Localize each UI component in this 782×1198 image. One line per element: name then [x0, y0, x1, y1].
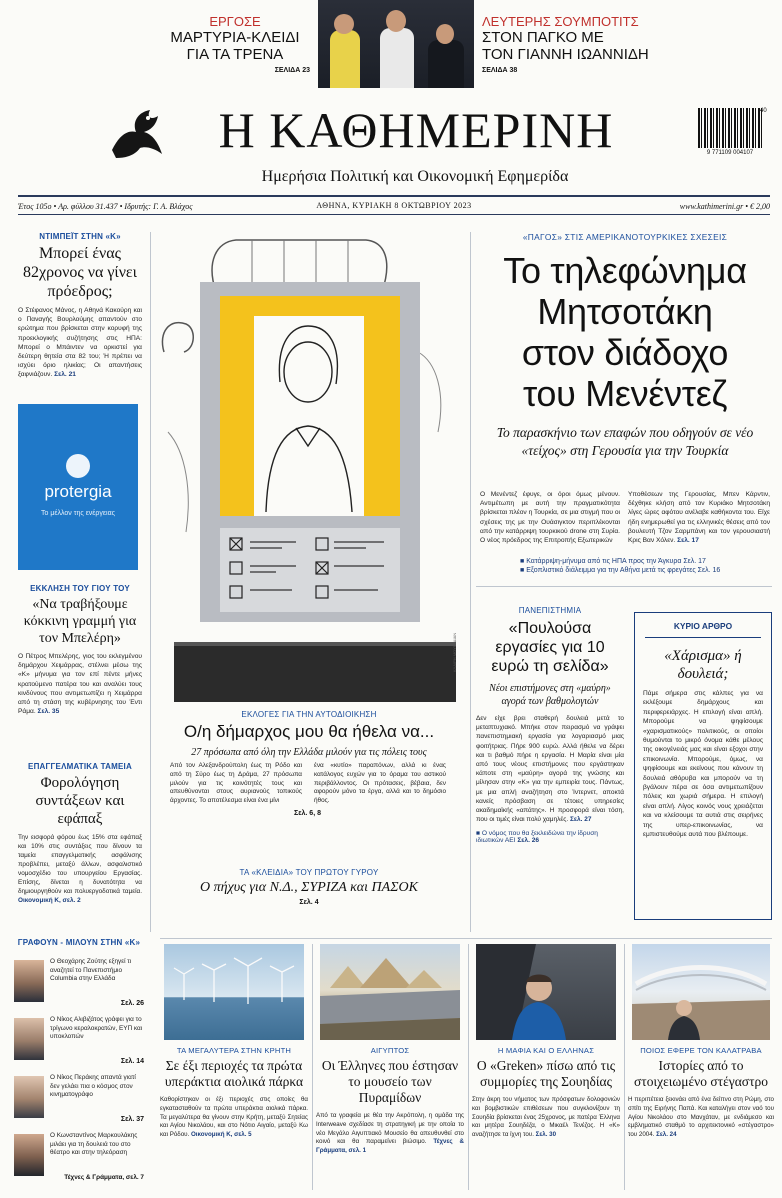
masthead-subtitle: Ημερήσια Πολιτική και Οικονομική Εφημερίδα [261, 168, 569, 185]
teaser-right-line1: ΣΤΟΝ ΠΑΓΚΟ ΜΕ [482, 29, 604, 46]
teaser-left-page: ΣΕΛΙΔΑ 23 [274, 67, 310, 74]
lead-body-right: Υποθέσεων της Γερουσίας, Μπεν Κάρντιν, δέχθηκε κλήση από τον Κυριάκο Μητσοτάκη λίγες ώρες αφότου ανέλαβε καθήκοντα του. Είχε ήδη ενημερωθεί για τις ελληνικές θέσεις από τον βουλευτή Τζον Σαρμπάνη και τον γερουσιαστή Κρις Βαν Χόλεν. Σελ. 17 [628, 491, 770, 545]
writers-section [14, 938, 144, 947]
writer-page: Σελ. 14 [120, 1058, 144, 1065]
article-lead[interactable] [476, 232, 774, 460]
beleris-body: Ο Πέτρος Μπελέρης, γιος του εκλεγμένου δημάρχου Χειμάρρας, στέλνει μέσω της «Κ» μήνυμα για τον επί πέντε μήνες κρατούμενο πατέρα του και αναλύει τους κινδύνους που αντιμετωπίζει η Χειμάρρα από τη στάση της κυβέρνησης του Έντι Ράμα. Σελ. 35 [18, 653, 142, 716]
article-first-round[interactable] [156, 868, 462, 906]
wind-farm-photo [164, 944, 304, 1040]
lead-bullets [520, 558, 770, 574]
info-date: ΑΘΗΝΑ, ΚΥΡΙΑΚΗ 8 ΟΚΤΩΒΡΙΟΥ 2023 [316, 201, 472, 210]
debate-body: Ο Στέφανος Μάνος, η Αθηνά Κακούρη και ο Παναγής Βουρλούμης απαντούν στο ερώτημα που βρίσκεται στην κορυφή της προεκλογικής συζήτησης στις ΗΠΑ: Μπορεί ο Μπάιντεν να ορκιστεί για δεύτερη θητεία στα 82 του; Ή πρέπει να ισχύει όριο ηλικίας; Οι απαντήσεις ξαφνιάζουν. Σελ. 21 [18, 307, 142, 379]
univ-deck: Νέοι επιστήμονες στη «μαύρη» αγορά των βαθμολογιών [489, 683, 611, 707]
ballot-illustration [156, 232, 462, 702]
teaser-right[interactable] [482, 14, 658, 74]
info-right: www.kathimerini.gr • € 2,00 [679, 202, 770, 211]
editorial-box[interactable] [634, 612, 772, 920]
mayors-body-right: ένα «κυτίο» παραπόνων, αλλά κι ένας κατάλογος ευχών για το όραμα του αστικού περιβάλλοντος. Οι πρότασεις, βέβαια, δεν αφορούν μόνο τα έργα, αλλά και το δημόσιο ήθος. [314, 762, 446, 805]
protergia-tagline: Το μέλλον της ενέργειας [40, 510, 116, 517]
lead-bullet[interactable]: ■ Κατάρριψη-μήνυμα από τις ΗΠΑ προς την Άγκυρα Σελ. 17 [520, 558, 706, 565]
teaser-right-kicker: ΛΕΥΤΕΡΗΣ ΣΟΥΜΠΟΤΙΤΣ [482, 14, 639, 29]
writer-item[interactable] [14, 956, 144, 1010]
greken-photo [476, 944, 616, 1040]
lead-title-line: του Μενέντεζ [522, 373, 728, 414]
mayors-kicker: ΕΚΛΟΓΕΣ ΓΙΑ ΤΗΝ ΑΥΤΟΔΙΟΙΚΗΣΗ [241, 710, 377, 719]
lead-title-line: Το τηλεφώνημα [503, 250, 747, 291]
teaser-left[interactable] [160, 14, 310, 74]
debate-kicker: ΝΤΙΜΠΕΪΤ ΣΤΗΝ «Κ» [39, 232, 121, 241]
masthead-title: Η ΚΑΘΗΜΕΡΙΝΗ [218, 102, 614, 158]
univ-title: «Πουλούσα εργασίες για 10 ευρώ τη σελίδα» [491, 620, 609, 675]
barcode-issue: 40 [760, 108, 767, 114]
pyramids-museum-photo [320, 944, 460, 1040]
beleris-kicker: ΕΚΚΛΗΣΗ ΤΟΥ ΓΙΟΥ ΤΟΥ [30, 584, 130, 593]
univ-body: Δεν είχε βρει σταθερή δουλειά μετά το μεταπτυχιακό. Μπήκε στον πειρασμό να γράψει πανεπιστημιακή εργασία για λογαριασμό μιας φοιτήτριας. Πήρε 900 ευρώ. Αλλά ήθελε να δέρει και τι βαθμό πήρε η εργασία. Η Μαρία είναι μία από τους νέους επιστήμονες που εργάστηκαν κάποτε στη «μαύρη» αγορά της γνώσης και μίλησαν στην «Κ» για την εμπειρία τους. Πάντως, με μια απλή αναζήτηση στο Ίντερνετ, αποκτά κανείς πρόσβαση σε τέτοιες υπηρεσίες ακαδημαϊκής «απάτης». Η προσφορά είναι τόση, που οι τιμές είναι πολύ χαμηλές. Σελ. 27 [476, 715, 624, 824]
debate-title: Μπορεί ένας 82χρονος να γίνει πρόεδρος; [23, 245, 137, 300]
lead-body-left: Ο Μενέντεζ έφυγε, οι όροι όμως μένουν. Αντιμέτωπη με αυτή την πραγματικότητα βρίσκεται πλέον η Τουρκία, σε μια στιγμή που οι σχέσεις της με την Ουάσιγκτον περιπλέκονται από την κατάρριψη τουρκικού drone στη Συρία. Ο νέος πρόεδρος της Επιτροπής Εξωτερικών [480, 491, 620, 545]
greken-kicker: Η ΜΑΦΙΑ ΚΑΙ Ο ΕΛΛΗΝΑΣ [497, 1046, 595, 1055]
mayors-page: Σελ. 6, 8 [294, 810, 321, 817]
first-round-page: Σελ. 4 [299, 899, 319, 906]
barcode-number: 9 771109 004107 [706, 150, 754, 156]
article-pensions[interactable] [18, 762, 142, 905]
calatrava-kicker: ΠΟΙΟΣ ΕΦΕΡΕ ΤΟΝ ΚΑΛΑΤΡΑΒΑ [640, 1046, 762, 1055]
greken-body: Στην άκρη του νήματος των πρόσφατων δολοφονιών και βομβιστικών επιθέσεων που συγκλονίζουν τη Σουηδία βρίσκεται ένας 25χρονος, με πατέρα Έλληνα και μητέρα Σουηδέζα, ο Μικαέλ Τενέζος. Η «Κ» αναζήτησε τα ίχνη του. Σελ. 30 [472, 1096, 620, 1139]
writers-header: ΓΡΑΦΟΥΝ - ΜΙΛΟΥΝ ΣΤΗΝ «Κ» [17, 938, 141, 947]
teaser-right-page: ΣΕΛΙΔΑ 38 [482, 67, 518, 74]
pensions-title: Φορολόγηση συντάξεων και εφάπαξ [35, 775, 125, 827]
article-university[interactable] [476, 606, 624, 844]
calatrava-body: Η περιπέτεια ξεκινάει από ένα δείπνο στη Ρώμη, στο σπίτι της Ειρήνης Παπά. Και καταλήγει στον ναό του Αγίου Νικολάου στο Μανχάταν, με ενδιάμεσο και εμβληματικό σταθμό το αρχιτεκτονικό «στέγαστρο» του 2004. Σελ. 24 [628, 1096, 774, 1139]
editorial-kicker: ΚΥΡΙΟ ΑΡΘΡΟ [673, 621, 733, 631]
article-calatrava[interactable] [628, 1046, 774, 1140]
museum-title: Οι Έλληνες που έστησαν το μουσείο των Πυραμίδων [321, 1058, 459, 1105]
writer-photo [14, 960, 44, 1002]
museum-kicker: ΑΙΓΥΠΤΟΣ [370, 1046, 410, 1055]
article-greken[interactable] [472, 1046, 620, 1140]
writer-photo [14, 1134, 44, 1176]
lead-title [476, 250, 774, 414]
lead-title-line: στον διάδοχο [521, 332, 729, 373]
writer-text: Ο Νίκος Περάκης απαντά γιατί δεν γελάει πια ο κόσμος στον κινηματογράφο [50, 1074, 136, 1099]
article-beleris[interactable] [18, 584, 142, 716]
protergia-ad[interactable] [18, 404, 138, 570]
protergia-logo-icon [66, 454, 90, 478]
article-debate[interactable] [18, 232, 142, 380]
wind-kicker: ΤΑ ΜΕΓΑΛΥΤΕΡΑ ΣΤΗΝ ΚΡΗΤΗ [176, 1046, 292, 1055]
editorial-body: Πάμε σήμερα στις κάλπες για να εκλέξουμε δημάρχους και περιφερειάρχες. Η επιλογή είναι απλή. Μπορούμε να ψηφίσουμε «χαρισματικούς» πολιτικούς, οι οποίοι θυμούνται το μικρό όνομα κάθε μέλους της οικογένειάς μας και είναι εξοχοι στην επικοινωνία. Μπορούμε, όμως, να ψηφίσουμε και εκείνους που κάνουν τη δουλειά αθόρυβα και μπορούν να τη βγάλουν πέρα σε όσα αντιμετωπίζουν πόλεις και χωριά σήμερα. Η επιλογή είναι απλή. Λίγος κοινός νους χρειάζεται και να κλείσουμε τα αυτιά στις σειρήνες της υπερ-επικοινωνίας, να εμπιστευθούμε αυτά που βλέπουμε. [643, 690, 763, 839]
univ-kicker: ΠΑΝΕΠΙΣΤΗΜΙΑ [518, 606, 582, 615]
beleris-title: «Να τραβήξουμε κόκκινη γραμμή για τον Μπελέρη» [23, 597, 137, 646]
teaser-left-kicker: ΕΡΓΟΣΕ [209, 14, 261, 29]
protergia-brand: protergia [44, 482, 112, 501]
info-strip [18, 199, 770, 213]
article-wind[interactable] [160, 1046, 308, 1140]
writer-photo [14, 1018, 44, 1060]
writer-text: Ο Κωνσταντίνος Μαρκουλάκης μιλάει για τη δουλειά του στο θέατρο και στην τηλεόραση [50, 1132, 138, 1157]
writer-photo [14, 1076, 44, 1118]
teaser-left-line1: ΜΑΡΤΥΡΙΑ-ΚΛΕΙΔΙ [170, 29, 300, 46]
teaser-left-line2: ΓΙΑ ΤΑ ΤΡΕΝΑ [186, 46, 284, 63]
mayors-subtitle: 27 πρόσωπα από όλη την Ελλάδα μιλούν για τις πόλεις τους [191, 747, 427, 758]
writer-page: Τέχνες & Γράμματα, σελ. 7 [64, 1174, 144, 1181]
calatrava-photo [632, 944, 770, 1040]
calatrava-title: Ιστορίες από το στοιχειωμένο στέγαστρο [634, 1058, 768, 1089]
lead-title-line: Μητσοτάκη [537, 291, 713, 332]
lead-deck: Το παρασκήνιο των επαφών που οδηγούν σε νέο «τείχος» στη Γερουσία για την Τουρκία [496, 425, 754, 458]
article-museum[interactable] [316, 1046, 464, 1156]
info-left: Έτος 105ο • Αρ. φύλλου 31.437 • Ιδρυτής: Γ. Α. Βλάχος [18, 202, 193, 211]
barcode-icon [698, 108, 762, 148]
pensions-body: Την εισφορά φόρου έως 15% στα εφάπαξ και 10% στις συντάξεις που δίνουν τα ταμεία επαγγελματικής ασφάλισης προβλέπει, μεταξύ άλλων, ασφαλιστικό νομοσχέδιο του υπουργείου Εργασίας. Επίσης, δίνεται η δυνατότητα να δημιουργηθούν και πολυεργοδοτικά ταμεία. Οικονομική Κ, σελ. 2 [18, 834, 142, 904]
writer-page: Σελ. 26 [120, 1000, 144, 1007]
writer-page: Σελ. 37 [120, 1116, 144, 1123]
writer-item[interactable] [14, 1130, 144, 1186]
lead-bullet[interactable]: ■ Εξοπλιστικό διάλειμμα για την Αθήνα μετά τις φρεγάτες Σελ. 16 [520, 567, 721, 574]
greken-title: Ο «Greken» πίσω από τις συμμορίες της Σουηδίας [476, 1058, 616, 1089]
first-round-title: Ο πήχυς για Ν.Δ., ΣΥΡΙΖΑ και ΠΑΣΟΚ [200, 880, 418, 895]
article-mayors[interactable] [156, 710, 462, 817]
griffin-logo-icon [106, 104, 170, 164]
illustration-credit: ΚΛΑΙΡΗ ΜΟΥΡΑΔΙΑΝ [452, 632, 457, 672]
writer-item[interactable] [14, 1072, 144, 1126]
first-round-kicker: ΤΑ «ΚΛΕΙΔΙΑ» ΤΟΥ ΠΡΩΤΟΥ ΓΥΡΟΥ [239, 868, 379, 877]
mayors-body-left: Από τον Αλεξανδρούπολη έως τη Ρόδο και από τη Σύρο έως τη Δράμα, 27 πρόσωπα μιλούν για τις κοινότητές τους και απευθύνονται στους αυριανούς τοπικούς άρχοντες. Το αποτέλεσμα είναι ένα μίνι [170, 762, 302, 805]
editorial-title: «Χάρισμα» ή δουλειά; [664, 648, 742, 682]
writer-text: Ο Νίκος Αλιβιζάτος γράφει για το τρίγωνο κεραλοκρατών, ΕΥΠ και υποκλοπών [50, 1016, 143, 1041]
wind-body: Καθορίστηκαν οι έξι περιοχές στις οποίες θα εγκατασταθούν τα πρώτα υπεράκτια αιολικά πάρκα. Τα μεγαλύτερα θα γίνουν στην Κρήτη, μεταξύ Σητείας και Αγίου Νικολάου, και στο Νότιο Αιγαίο, μεταξύ Κω και Ρόδου. Οικονομική Κ, σελ. 5 [160, 1096, 308, 1139]
lead-kicker: «ΠΑΓΟΣ» ΣΤΙΣ ΑΜΕΡΙΚΑΝΟΤΟΥΡΚΙΚΕΣ ΣΧΕΣΕΙΣ [522, 232, 728, 242]
writer-text: Ο Θεοχάρης Ζούτης εξηγεί τι αναζητεί το Πανεπιστήμιο Columbia στην Ελλάδα [50, 958, 132, 983]
mayors-title: Ο/η δήμαρχος μου θα ήθελα να... [183, 722, 435, 741]
teaser-right-line2: ΤΟΝ ΓΙΑΝΝΗ ΙΩΑΝΝΙΔΗ [482, 46, 649, 63]
museum-body: Από τα γραφεία με θέα την Ακρόπολη, η ομάδα της Interweave σχεδίασε τη στρατηγική με την οποία το νέο Μεγάλο Αιγυπτιακό Μουσείο θα απευθυνθεί στο κοινό και θα παραμείνει βιώσιμο. Τέχνες & Γράμματα, σελ. 1 [316, 1112, 464, 1155]
wind-title: Σε έξι περιοχές τα πρώτα υπεράκτια αιολικά πάρκα [164, 1058, 304, 1089]
univ-bullet[interactable]: ■ Ο νόμος που θα ξεκλειδώνει την ίδρυση ιδιωτικών ΑΕΙ Σελ. 26 [476, 830, 598, 845]
pensions-kicker: ΕΠΑΓΓΕΛΜΑΤΙΚΑ ΤΑΜΕΙΑ [28, 762, 132, 771]
basketball-photo [318, 0, 474, 88]
writer-item[interactable] [14, 1014, 144, 1068]
